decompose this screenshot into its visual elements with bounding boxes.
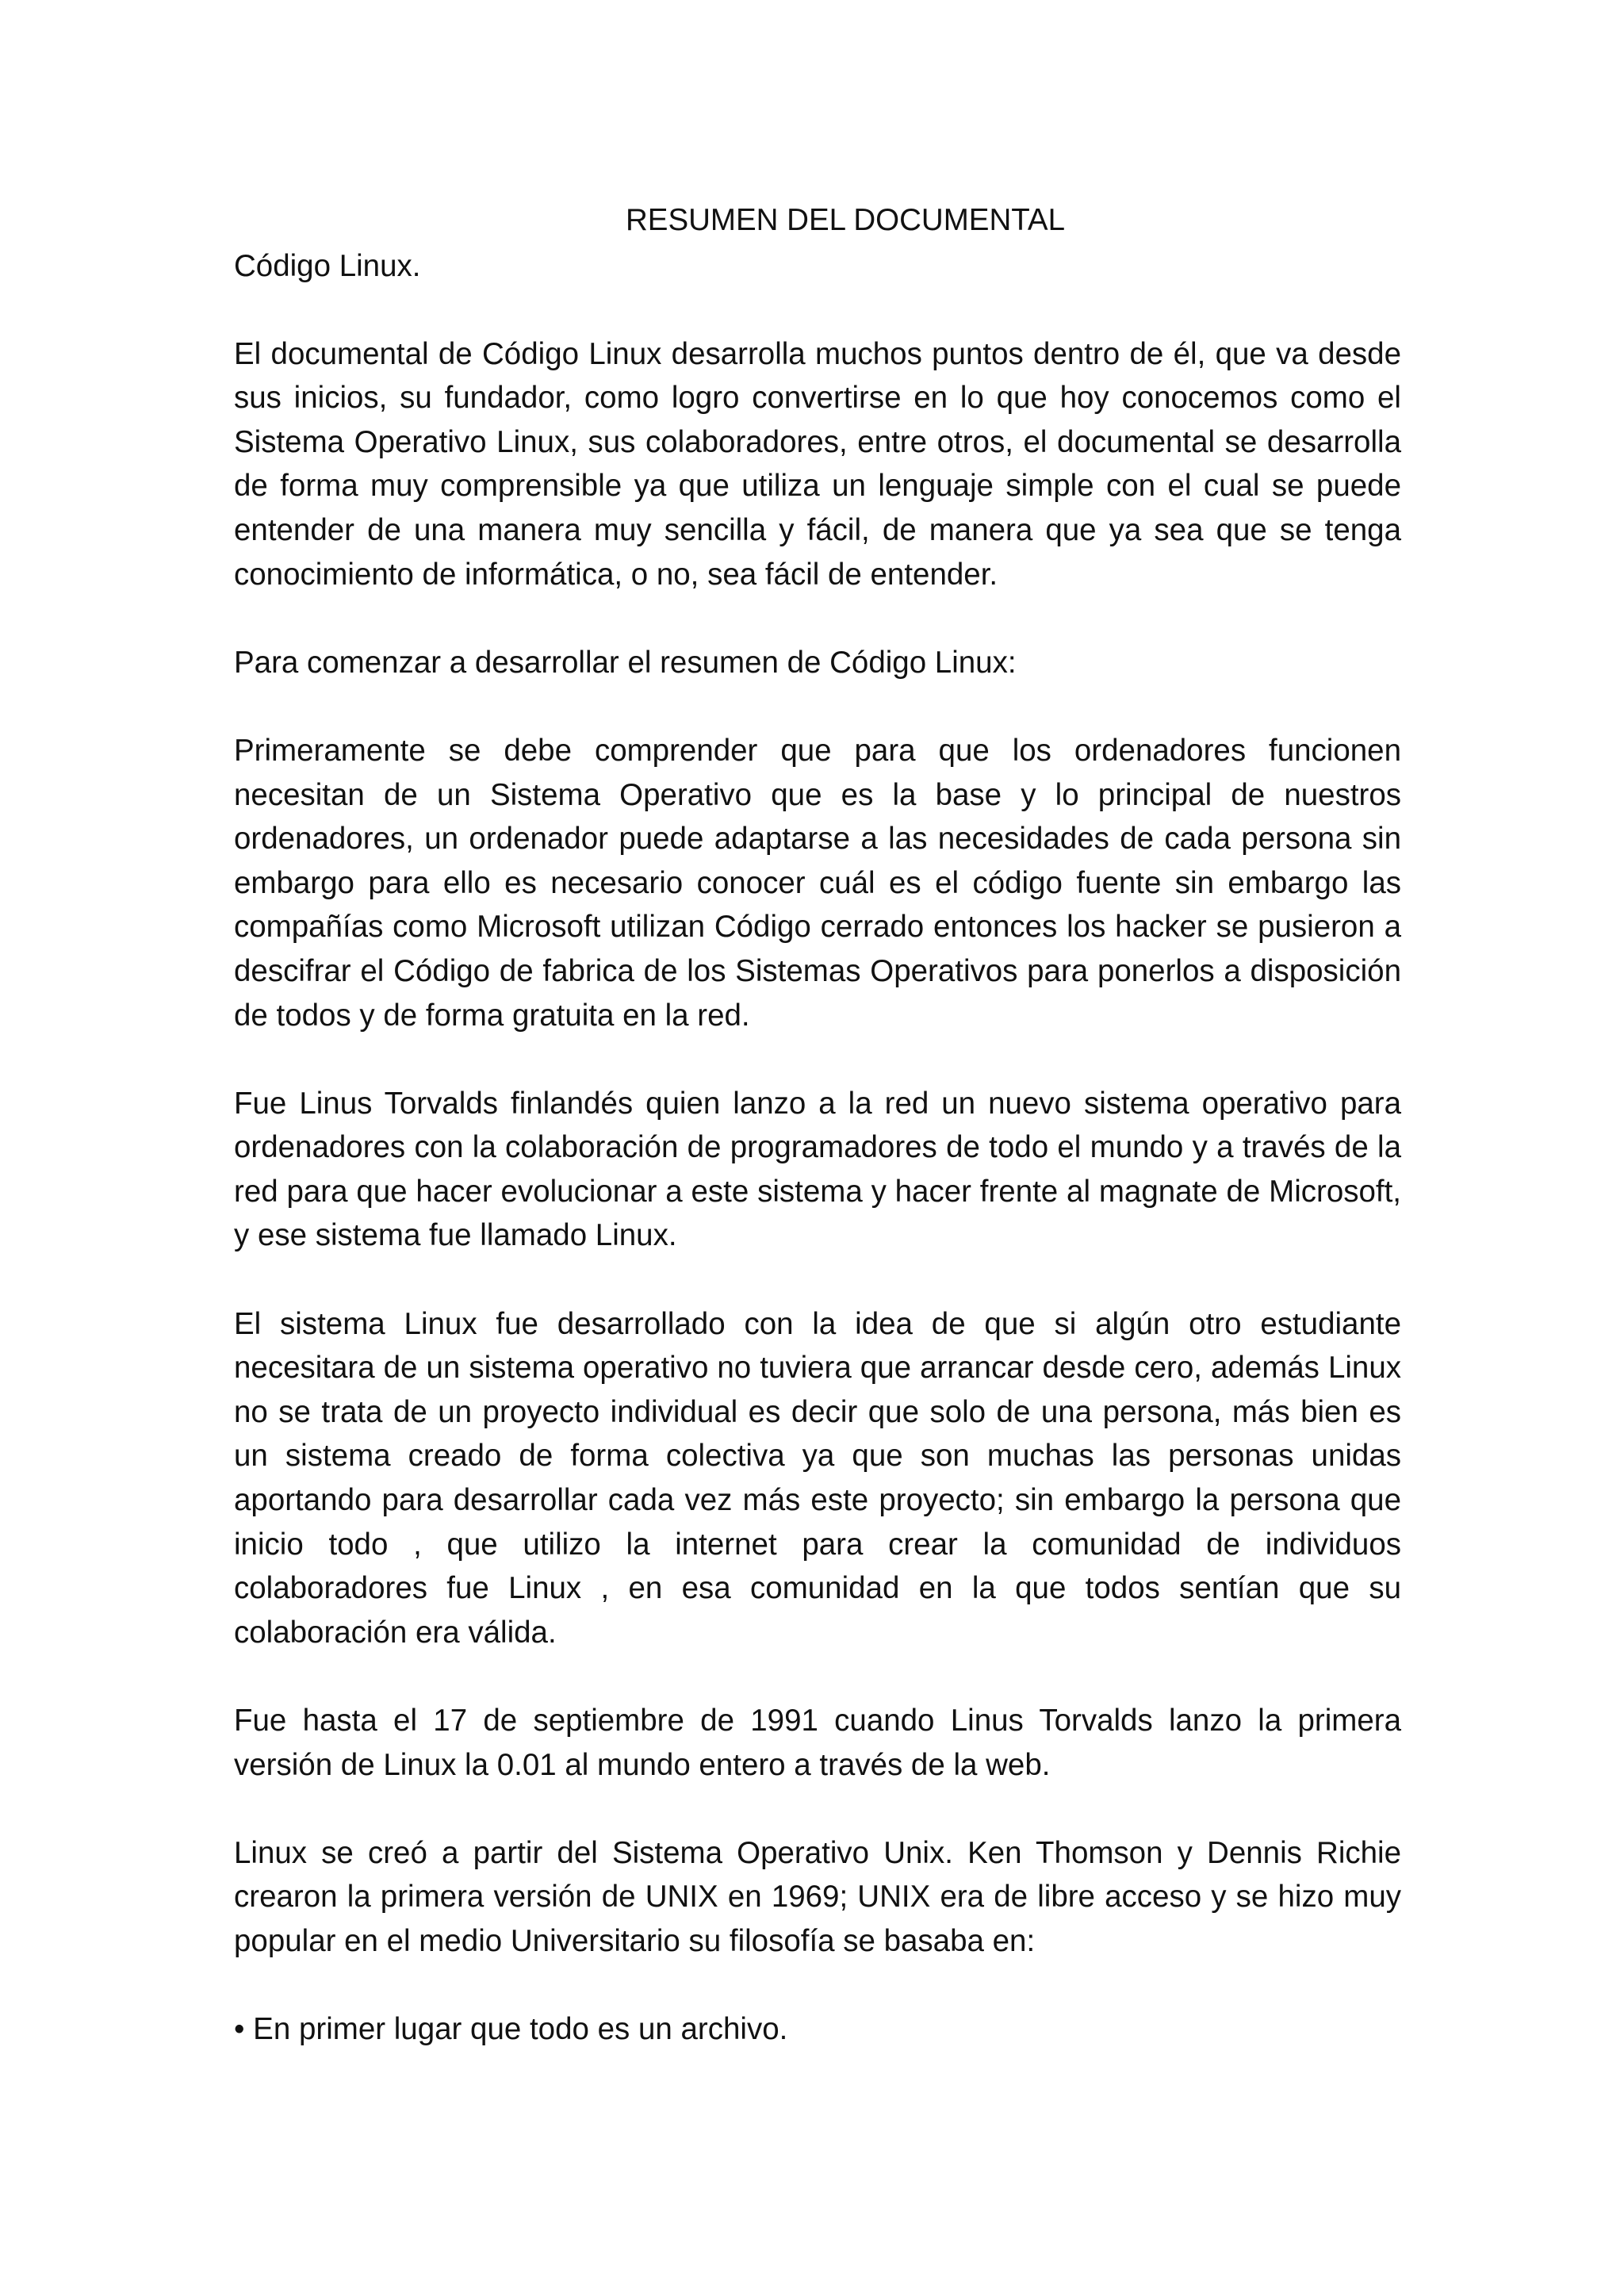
list-item: • En primer lugar que todo es un archivo. bbox=[234, 2012, 788, 2047]
paragraph-intro: El documental de Código Linux desarrolla muchos puntos dentro de él, que va desde sus inicios, su fundador, como logro convertirse en lo que hoy conocemos como el Sistema Operativo Linux, sus colaboradores, entre otros, el documental se desarrolla de forma muy comprensible ya que utiliza un lenguaje simple con el cual se puede entender de una manera muy sencilla y fácil, de manera que ya sea que se tenga conocimiento de informática, o no, sea fácil de entender. bbox=[234, 336, 1401, 592]
document-title: RESUMEN DEL DOCUMENTAL bbox=[625, 203, 1066, 237]
document-subtitle: Código Linux. bbox=[234, 249, 421, 283]
paragraph-operating-system: Primeramente se debe comprender que para que los ordenadores funcionen necesitan de un Sistema Operativo que es la base y lo principal de nuestros ordenadores, un ordenador puede adaptarse a las necesidades de cada persona sin embargo para ello es necesario conocer cuál es el código fuente sin embargo las compañías como Microsoft utilizan Código cerrado entonces los hacker se pusieron a descifrar el Código de fabrica de los Sistemas Operativos para ponerlos a disposición de todos y de forma gratuita en la red. bbox=[234, 733, 1401, 1033]
paragraph-release-date: Fue hasta el 17 de septiembre de 1991 cuando Linus Torvalds lanzo la primera versión de Linux la 0.01 al mundo entero a través de la web. bbox=[234, 1704, 1401, 1782]
paragraph-start-summary: Para comenzar a desarrollar el resumen de Código Linux: bbox=[234, 645, 1017, 680]
paragraph-unix-origin: Linux se creó a partir del Sistema Operativo Unix. Ken Thomson y Dennis Richie crearon la primera versión de UNIX en 1969; UNIX era de libre acceso y se hizo muy popular en el medio Universitario su filosofía se basaba en: bbox=[234, 1835, 1401, 1958]
bullet-list bbox=[234, 2007, 1401, 2052]
paragraph-linus-torvalds: Fue Linus Torvalds finlandés quien lanzo a la red un nuevo sistema operativo para ordenadores con la colaboración de programadores de todo el mundo y a través de la red para que hacer evolucionar a este sistema y hacer frente al magnate de Microsoft, y ese sistema fue llamado Linux. bbox=[234, 1086, 1401, 1253]
paragraph-linux-collective: El sistema Linux fue desarrollado con la idea de que si algún otro estudiante necesitara de un sistema operativo no tuviera que arrancar desde cero, además Linux no se trata de un proyecto individual es decir que solo de una persona, más bien es un sistema creado de forma colectiva ya que son muchas las personas unidas aportando para desarrollar cada vez más este proyecto; sin embargo la persona que inicio todo , que utilizo la internet para crear la comunidad de individuos colaboradores fue Linux , en esa comunidad en la que todos sentían que su colaboración era válida. bbox=[234, 1306, 1401, 1650]
document-body bbox=[234, 197, 1401, 2052]
